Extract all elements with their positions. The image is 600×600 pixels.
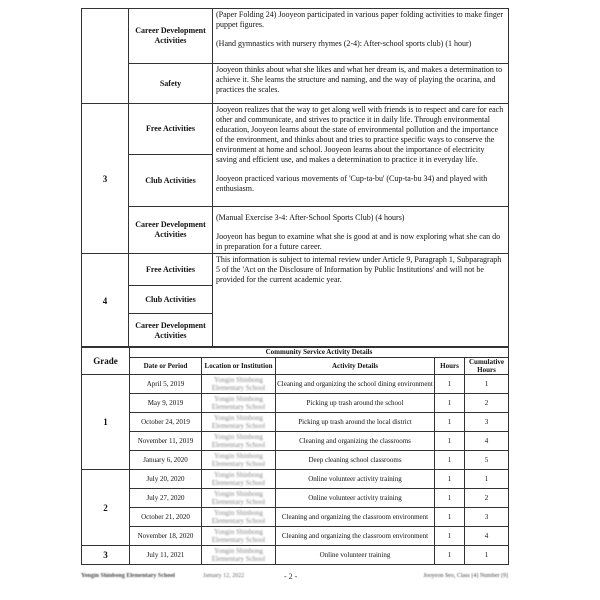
details-cell: Cleaning and organizing the classroom environment: [276, 508, 435, 527]
date-cell: May 9, 2019: [130, 394, 202, 413]
grade-cell: 3: [82, 546, 130, 565]
table-row: [82, 375, 509, 394]
page-number: - 2 -: [284, 572, 298, 581]
table-row: [82, 546, 509, 565]
cumulative-cell: 5: [465, 451, 509, 470]
table-row: [82, 489, 509, 508]
area-label: Career Development Activities: [129, 314, 213, 348]
table-row: [82, 527, 509, 546]
date-cell: July 27, 2020: [130, 489, 202, 508]
location-cell: Yongin Shinbong Elementary School: [202, 527, 276, 546]
date-cell: October 24, 2019: [130, 413, 202, 432]
hours-cell: 1: [435, 527, 465, 546]
cumulative-header: Cumulative Hours: [465, 358, 509, 375]
footer-student: Jooyeon Seo, Class [4] Number [9]: [423, 573, 508, 579]
details-cell: Deep cleaning school classrooms: [276, 451, 435, 470]
grade-cell: 4: [82, 254, 129, 348]
area-label: Free Activities: [129, 254, 213, 286]
community-service-table: [81, 346, 509, 565]
hours-cell: 1: [435, 470, 465, 489]
hours-cell: 1: [435, 546, 465, 565]
grade-header: Grade: [82, 347, 130, 375]
hours-cell: 1: [435, 489, 465, 508]
table-title: Community Service Activity Details: [130, 347, 509, 358]
date-cell: April 5, 2019: [130, 375, 202, 394]
area-label: Career Development Activities: [129, 9, 213, 64]
table-row: [82, 508, 509, 527]
location-cell: Yongin Shinbong Elementary School: [202, 394, 276, 413]
hours-cell: 1: [435, 432, 465, 451]
date-cell: January 6, 2020: [130, 451, 202, 470]
area-label: Club Activities: [129, 286, 213, 314]
table-row: [82, 413, 509, 432]
activity-description: Jooyeon thinks about what she likes and what her dream is, and makes a determination to achieve it. She learns the structure and naming, and the way of playing the ocarina, and practices the scales.: [213, 64, 509, 104]
location-cell: Yongin Shinbong Elementary School: [202, 508, 276, 527]
location-header: Location or Institution: [202, 358, 276, 375]
details-header: Activity Details: [276, 358, 435, 375]
location-cell: Yongin Shinbong Elementary School: [202, 432, 276, 451]
location-cell: Yongin Shinbong Elementary School: [202, 470, 276, 489]
cumulative-cell: 2: [465, 489, 509, 508]
area-label: Career Development Activities: [129, 207, 213, 254]
location-cell: Yongin Shinbong Elementary School: [202, 413, 276, 432]
location-cell: Yongin Shinbong Elementary School: [202, 451, 276, 470]
details-cell: Picking up trash around the local district: [276, 413, 435, 432]
date-cell: July 20, 2020: [130, 470, 202, 489]
activity-record-table: [81, 8, 509, 348]
date-cell: November 11, 2019: [130, 432, 202, 451]
table-row: [82, 394, 509, 413]
cumulative-cell: 2: [465, 394, 509, 413]
table-row: [82, 451, 509, 470]
grade-cell: [82, 9, 129, 104]
details-cell: Online volunteer training: [276, 546, 435, 565]
location-cell: Yongin Shinbong Elementary School: [202, 546, 276, 565]
cumulative-cell: 4: [465, 432, 509, 451]
cumulative-cell: 1: [465, 470, 509, 489]
details-cell: Cleaning and organizing the classroom environment: [276, 527, 435, 546]
date-cell: November 18, 2020: [130, 527, 202, 546]
date-header: Date or Period: [130, 358, 202, 375]
hours-cell: 1: [435, 375, 465, 394]
details-cell: Cleaning and organizing the classrooms: [276, 432, 435, 451]
details-cell: Picking up trash around the school: [276, 394, 435, 413]
activity-description: (Manual Exercise 3-4: After-School Sports Club) (4 hours) Jooyeon has begun to examine what she is good at and is now exploring what she can do in preparation for a future career.: [213, 207, 509, 254]
hours-cell: 1: [435, 451, 465, 470]
hours-cell: 1: [435, 394, 465, 413]
date-cell: July 11, 2021: [130, 546, 202, 565]
table-row: [82, 432, 509, 451]
table-row: [82, 470, 509, 489]
grade-cell: 3: [82, 104, 129, 254]
date-cell: October 21, 2020: [130, 508, 202, 527]
grade-cell: 2: [82, 470, 130, 546]
cumulative-cell: 1: [465, 375, 509, 394]
location-cell: Yongin Shinbong Elementary School: [202, 375, 276, 394]
cumulative-cell: 4: [465, 527, 509, 546]
activity-description: Jooyeon realizes that the way to get along well with friends is to respect and care for each other and communicate, and strives to practice it in daily life. Through environmental education, Jooyeon learns about the state of environmental pollution and the importance of the environment, and thinks about and tries to practice specific ways to conserve the environment at home and school. Jooyeon learns about the importance of electricity saving and efficient use, and makes a determination to practice it in everyday life. Jooyeon practiced various movements of 'Cup-ta-bu' (Cup-ta-bu 34) and played with enthusiasm.: [213, 104, 509, 207]
activity-description: This information is subject to internal review under Article 9, Paragraph 1, Subparagraph 5 of the 'Act on the Disclosure of Information by Public Institutions' and will not be provided for the current academic year.: [213, 254, 509, 348]
details-cell: Online volunteer activity training: [276, 489, 435, 508]
hours-cell: 1: [435, 508, 465, 527]
activity-description: (Paper Folding 24) Jooyeon participated in various paper folding activities to make finger puppet figures. (Hand gymnastics with nursery rhymes (2-4): After-school sports club) (1 hour): [213, 9, 509, 64]
location-cell: Yongin Shinbong Elementary School: [202, 489, 276, 508]
area-label: Club Activities: [129, 155, 213, 207]
cumulative-cell: 3: [465, 508, 509, 527]
hours-header: Hours: [435, 358, 465, 375]
details-cell: Online volunteer activity training: [276, 470, 435, 489]
page-footer: [81, 571, 508, 583]
area-label: Safety: [129, 64, 213, 104]
footer-date: January 12, 2022: [203, 573, 245, 579]
footer-school: Yongin Shinbong Elementary School: [81, 573, 175, 579]
cumulative-cell: 1: [465, 546, 509, 565]
area-label: Free Activities: [129, 104, 213, 155]
grade-cell: 1: [82, 375, 130, 470]
hours-cell: 1: [435, 413, 465, 432]
cumulative-cell: 3: [465, 413, 509, 432]
details-cell: Cleaning and organizing the school dining environment: [276, 375, 435, 394]
